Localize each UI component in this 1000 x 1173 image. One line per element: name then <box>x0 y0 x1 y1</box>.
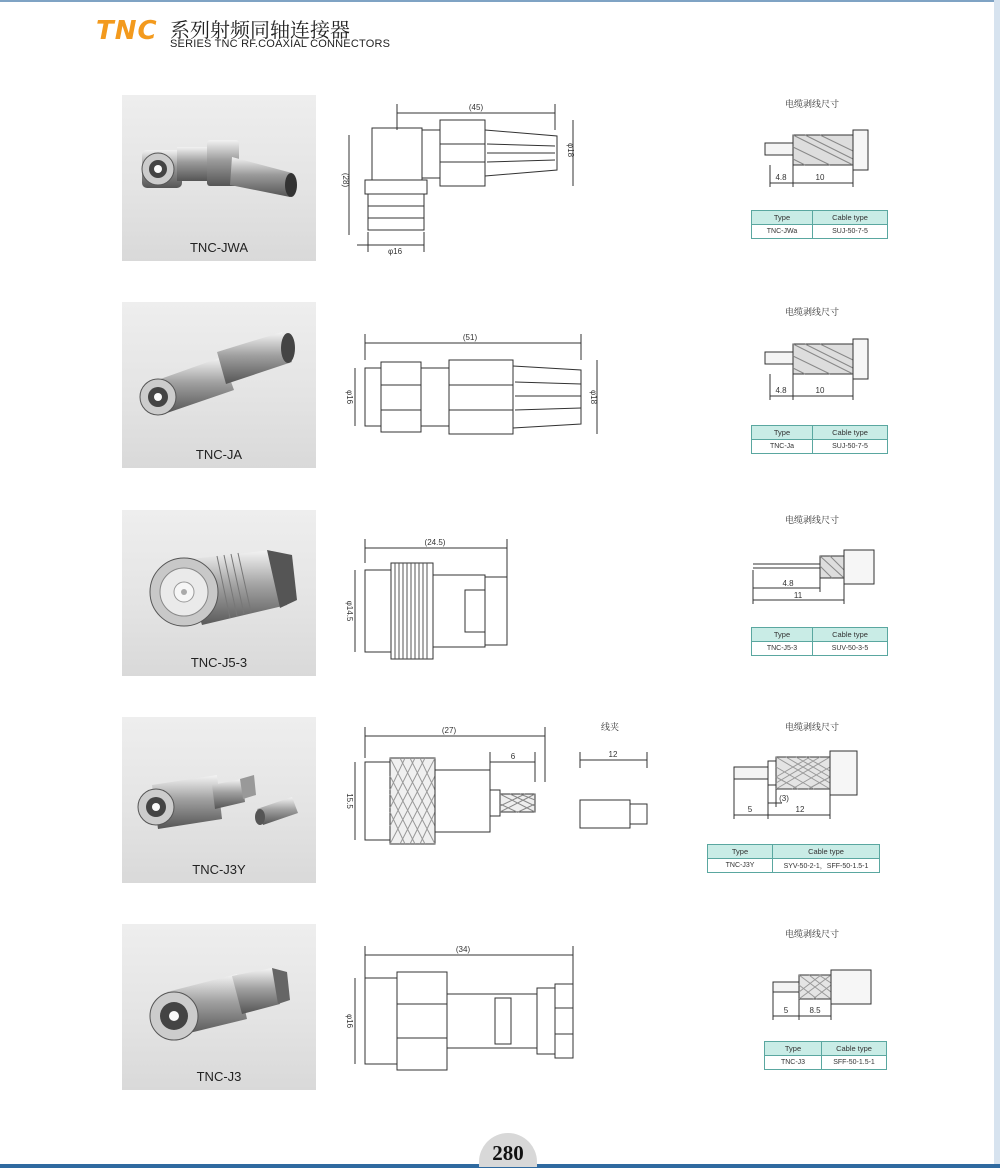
dimension-drawing <box>335 100 595 260</box>
spec-header-type: Type <box>752 426 813 440</box>
spec-table <box>751 210 888 239</box>
spec-header-cable: Cable type <box>813 628 888 642</box>
strip-dim-a: 4.8 <box>782 579 794 588</box>
dim-clip: 12 <box>608 750 618 759</box>
spec-header-type: Type <box>752 211 813 225</box>
strip-title: 电缆剥线尺寸 <box>785 722 840 732</box>
product-row <box>0 510 1000 680</box>
strip-dim-c: (3) <box>779 794 789 803</box>
product-photo <box>122 510 316 676</box>
strip-diagram <box>760 125 880 195</box>
spec-cable: SUJ-50-7-5 <box>813 440 888 454</box>
spec-table <box>707 844 880 873</box>
strip-dim-a: 5 <box>783 1006 789 1015</box>
spec-header-cable: Cable type <box>773 845 880 859</box>
product-row <box>0 95 1000 265</box>
strip-dim-b: 8.5 <box>809 1006 821 1015</box>
dim-diameter-a: φ14.5 <box>345 600 354 622</box>
product-name: TNC-JA <box>195 447 243 462</box>
page-title: 系列射频同轴连接器 <box>170 18 350 42</box>
dim-diameter-b: φ18 <box>589 389 598 405</box>
product-name: TNC-J3Y <box>192 862 246 877</box>
dim-diameter-a: φ16 <box>345 389 354 405</box>
dimension-drawing <box>335 722 665 872</box>
spec-table <box>751 425 888 454</box>
strip-diagram <box>748 546 883 608</box>
spec-type: TNC-J5-3 <box>752 642 813 656</box>
dim-height: (28) <box>341 172 350 188</box>
dim-tail: 6 <box>510 752 516 761</box>
top-rule <box>0 0 1000 2</box>
dim-diameter-a: φ16 <box>345 1013 354 1029</box>
product-name: TNC-J3 <box>196 1069 242 1084</box>
spec-type: TNC-J3Y <box>708 859 773 873</box>
spec-header-type: Type <box>752 628 813 642</box>
spec-type: TNC-Ja <box>752 440 813 454</box>
spec-table <box>764 1041 887 1070</box>
strip-title: 电缆剥线尺寸 <box>785 307 840 317</box>
spec-header-cable: Cable type <box>822 1042 887 1056</box>
strip-dim-a: 4.8 <box>775 386 787 395</box>
dim-diameter-a: φ18 <box>566 142 575 158</box>
spec-type: TNC-J3 <box>765 1056 822 1070</box>
dim-length: (24.5) <box>424 538 446 547</box>
page-number: 280 <box>479 1133 537 1167</box>
strip-title: 电缆剥线尺寸 <box>785 515 840 525</box>
dim-length: (45) <box>468 103 484 112</box>
spec-header-type: Type <box>765 1042 822 1056</box>
dim-diameter-a: 15.5 <box>345 793 354 809</box>
clip-label: 线夹 <box>601 722 620 732</box>
dim-length: (34) <box>455 945 471 954</box>
strip-diagram <box>765 966 880 1024</box>
strip-dim-b: 11 <box>793 591 803 600</box>
dim-length: (51) <box>462 333 478 342</box>
dimension-drawing <box>335 330 605 460</box>
product-name: TNC-J5-3 <box>190 655 248 670</box>
dim-diameter-b: φ16 <box>387 247 403 256</box>
product-name: TNC-JWA <box>189 240 248 255</box>
strip-title: 电缆剥线尺寸 <box>785 929 840 939</box>
spec-header-type: Type <box>708 845 773 859</box>
product-row <box>0 302 1000 472</box>
spec-header-cable: Cable type <box>813 426 888 440</box>
spec-cable: SYV-50-2-1，SFF-50-1.5-1 <box>773 859 880 873</box>
spec-cable: SUV-50-3-5 <box>813 642 888 656</box>
spec-cable: SUJ-50-7-5 <box>813 225 888 239</box>
spec-cable: SFF-50-1.5-1 <box>822 1056 887 1070</box>
page-subtitle: SERIES TNC RF.COAXIAL CONNECTORS <box>170 38 391 50</box>
spec-header-cable: Cable type <box>813 211 888 225</box>
strip-diagram <box>760 334 880 404</box>
dim-length: (27) <box>441 726 457 735</box>
product-row <box>0 717 1000 887</box>
dimension-drawing <box>335 942 595 1087</box>
strip-dim-b: 12 <box>795 805 805 814</box>
product-photo <box>122 95 316 261</box>
spec-type: TNC-JWa <box>752 225 813 239</box>
strip-dim-b: 10 <box>815 173 825 182</box>
strip-title: 电缆剥线尺寸 <box>785 99 840 109</box>
strip-dim-a: 5 <box>747 805 753 814</box>
dimension-drawing <box>335 535 535 685</box>
strip-dim-a: 4.8 <box>775 173 787 182</box>
product-photo <box>122 717 316 883</box>
brand-logo: TNC <box>96 16 158 46</box>
spec-table <box>751 627 888 656</box>
product-photo <box>122 924 316 1090</box>
product-row <box>0 924 1000 1094</box>
product-photo <box>122 302 316 468</box>
strip-dim-b: 10 <box>815 386 825 395</box>
strip-diagram <box>722 747 867 827</box>
